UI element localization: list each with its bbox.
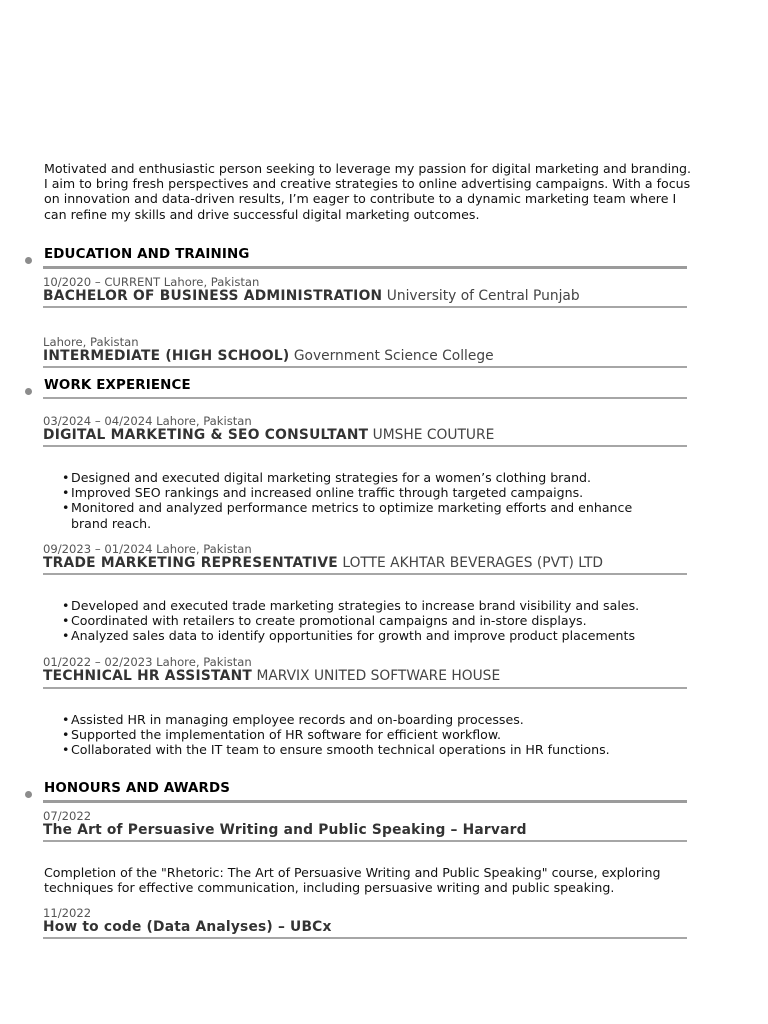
section-title-awards: HONOURS AND AWARDS [44,781,231,796]
section-bullet-icon [25,388,32,395]
list-item: • Monitored and analyzed performance metrics to optimize marketing efforts and enhance brand reach. [62,500,672,530]
entry-divider [43,573,687,575]
job-meta: 09/2023 – 01/2024 Lahore, Pakistan [43,542,252,556]
institution-name: Government Science College [293,348,494,364]
entry-divider [43,687,687,689]
section-divider [43,800,687,803]
company-name: LOTTE AKHTAR BEVERAGES (PVT) LTD [342,555,604,571]
institution-name: University of Central Punjab [386,288,580,304]
section-title-education: EDUCATION AND TRAINING [44,247,250,262]
section-title-work: WORK EXPERIENCE [44,378,191,393]
job-role: TRADE MARKETING REPRESENTATIVE [43,555,338,571]
list-item: • Assisted HR in managing employee records and on-boarding processes. [62,712,672,727]
list-item: • Developed and executed trade marketing strategies to increase brand visibility and sales. [62,598,672,613]
award-date: 07/2022 [43,809,92,823]
education-entry-title [43,288,580,304]
degree-name: BACHELOR OF BUSINESS ADMINISTRATION [43,288,383,304]
profile-summary: Motivated and enthusiastic person seeking to leverage my passion for digital marketing and branding. I aim to bring fresh perspectives and creative strategies to online advertising campaigns. With a focus on innovation and data-driven results, I’m eager to contribute to a dynamic marketing team where I can refine my skills and drive successful digital marketing outcomes. [44,161,692,222]
company-name: UMSHE COUTURE [372,427,495,443]
job-role: DIGITAL MARKETING & SEO CONSULTANT [43,427,369,443]
list-item: • Supported the implementation of HR software for efficient workflow. [62,727,672,742]
job-bullets [62,598,672,644]
entry-divider [43,445,687,447]
award-date: 11/2022 [43,906,92,920]
education-entry-meta: 10/2020 – CURRENT Lahore, Pakistan [43,275,260,289]
job-title [43,555,603,571]
job-meta: 03/2024 – 04/2024 Lahore, Pakistan [43,414,252,428]
list-item: • Collaborated with the IT team to ensure smooth technical operations in HR functions. [62,742,672,757]
job-title [43,668,500,684]
job-title [43,427,494,443]
award-name: The Art of Persuasive Writing and Public Speaking – Harvard [43,822,527,838]
entry-divider [43,306,687,308]
list-item: • Analyzed sales data to identify opportunities for growth and improve product placements [62,628,672,643]
entry-divider [43,840,687,842]
list-item: • Designed and executed digital marketing strategies for a women’s clothing brand. [62,470,672,485]
list-item: • Coordinated with retailers to create promotional campaigns and in-store displays. [62,613,672,628]
education-entry-title [43,348,494,364]
section-divider [43,266,687,269]
award-description: Completion of the "Rhetoric: The Art of Persuasive Writing and Public Speaking" course, exploring techniques for effective communication, including persuasive writing and public speaking. [44,865,661,896]
section-divider [43,397,687,399]
job-meta: 01/2022 – 02/2023 Lahore, Pakistan [43,655,252,669]
degree-name: INTERMEDIATE (HIGH SCHOOL) [43,348,290,364]
award-name: How to code (Data Analyses) – UBCx [43,919,332,935]
entry-divider [43,366,687,368]
job-bullets [62,470,672,531]
job-role: TECHNICAL HR ASSISTANT [43,668,253,684]
section-bullet-icon [25,257,32,264]
section-bullet-icon [25,791,32,798]
company-name: MARVIX UNITED SOFTWARE HOUSE [256,668,501,684]
job-bullets [62,712,672,758]
education-entry-meta: Lahore, Pakistan [43,335,139,349]
list-item: • Improved SEO rankings and increased online traffic through targeted campaigns. [62,485,672,500]
entry-divider [43,937,687,939]
